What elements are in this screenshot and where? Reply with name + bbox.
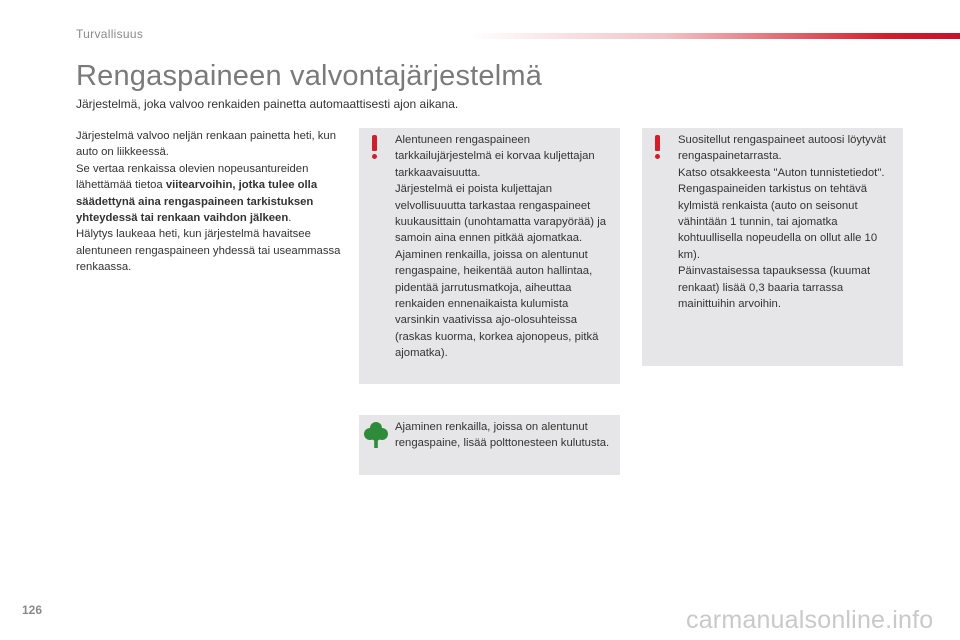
header-rule xyxy=(470,33,960,39)
warning-box-1 xyxy=(359,128,620,384)
section-label: Turvallisuus xyxy=(76,27,144,41)
body-paragraph-1: Järjestelmä valvoo neljän renkaan painetta heti, kun auto on liikkeessä. xyxy=(76,130,336,159)
body-paragraph-2 xyxy=(76,161,344,227)
warning-2-paragraph-1: Suositellut rengaspaineet autoosi löytyvät rengaspainetarrasta. xyxy=(678,134,886,163)
eco-text: Ajaminen renkailla, joissa on alentunut rengaspaine, lisää polttonesteen kulutusta. xyxy=(395,421,610,450)
body-paragraph-2-start: Se vertaa renkaissa olevien nopeusantureiden lähettämää tietoa xyxy=(76,162,309,192)
body-text xyxy=(76,128,344,276)
tree-icon xyxy=(364,421,388,449)
watermark: carmanualsonline.info xyxy=(686,606,934,634)
exclamation-icon xyxy=(370,135,380,159)
warning-1-paragraph-3: Ajaminen renkailla, joissa on alentunut rengaspaine, heikentää auton hallintaa, pidentää jarrutusmatkoja, aiheuttaa renkaiden ennenaikaista kulumista varsinkin vaativissa ajo-olosuhteissa (raskas kuorma, korkea ajonopeus, pitkä ajomatka). xyxy=(395,248,599,360)
body-paragraph-2-bold: viitearvoihin, jotka tulee olla säädettynä aina rengaspaineen tarkistuksen yhteydessä tai renkaan vaihdon jälkeen xyxy=(76,179,318,225)
page-subtitle: Järjestelmä, joka valvoo renkaiden painetta automaattisesti ajon aikana. xyxy=(76,97,459,111)
eco-box xyxy=(359,415,620,475)
body-paragraph-3: Hälytys laukeaa heti, kun järjestelmä havaitsee alentuneen rengaspaineen yhdessä tai useammassa renkaassa. xyxy=(76,228,341,274)
page-title: Rengaspaineen valvontajärjestelmä xyxy=(76,60,543,92)
warning-box-2 xyxy=(642,128,903,366)
body-paragraph-2-end: . xyxy=(288,212,292,225)
warning-2-paragraph-2: Katso otsakkeesta "Auton tunnistetiedot". xyxy=(678,166,885,179)
warning-1-paragraph-2: Järjestelmä ei poista kuljettajan velvollisuuutta tarkastaa rengaspaineet kuukausittain (unohtamatta varapyörää) ja samoin aina ennen pitkää ajomatkaa. xyxy=(395,183,606,245)
exclamation-icon xyxy=(653,135,663,159)
warning-2-paragraph-4: Päinvastaisessa tapauksessa (kuumat renkaat) lisää 0,3 baaria tarrassa mainittuihin arvoihin. xyxy=(678,265,871,311)
warning-2-paragraph-3: Rengaspaineiden tarkistus on tehtävä kylmistä renkaista (auto on seisonut vähintään 1 tunnin, tai ajomatka kohtuullisella nopeudella on ollut alle 10 km). xyxy=(678,183,878,261)
page-number: 126 xyxy=(22,603,43,617)
warning-1-paragraph-1: Alentuneen rengaspaineen tarkkailujärjestelmä ei korvaa kuljettajan tarkkaavaisuutta. xyxy=(395,134,595,179)
